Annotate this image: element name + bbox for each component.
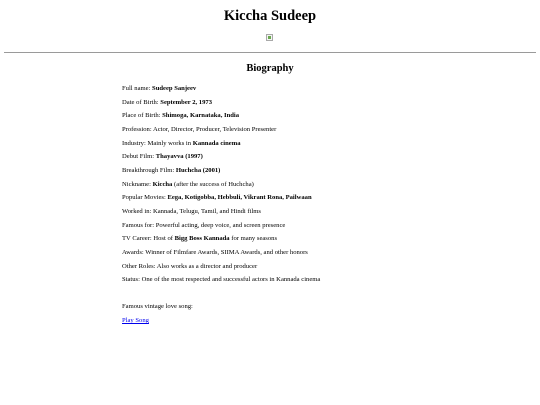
fact-place-of-birth: Place of Birth: Shimoga, Karnataka, India <box>122 112 240 120</box>
fact-full-name: Full name: Sudeep Sanjeev <box>122 85 197 92</box>
fact-debut-film: Debut Film: Thayavva (1997) <box>122 153 203 161</box>
fact-status: Status: One of the most respected and successful actors in Kannada cinema <box>122 276 321 284</box>
fact-industry: Industry: Mainly works in Kannada cinema <box>122 139 241 147</box>
fact-nickname: Nickname: Kiccha (after the success of Huchcha) <box>122 180 254 188</box>
fact-awards: Awards: Winner of Filmfare Awards, SIIMA Awards, and other honors <box>122 248 308 256</box>
fact-breakthrough-film: Breakthrough Film: Huchcha (2001) <box>122 166 221 174</box>
song-label: Famous vintage love song: <box>122 303 193 310</box>
fact-famous-for: Famous for: Powerful acting, deep voice, and screen presence <box>122 221 286 229</box>
fact-worked-in: Worked in: Kannada, Telugu, Tamil, and Hindi films <box>122 207 261 215</box>
page-title: Kiccha Sudeep <box>223 8 317 24</box>
fact-profession: Profession: Actor, Director, Producer, Television Presenter <box>122 125 277 133</box>
fact-tv-career: TV Career: Host of Bigg Boss Kannada for many seasons <box>122 235 278 243</box>
play-song-link[interactable]: Play Song <box>122 317 149 324</box>
fact-popular-movies: Popular Movies: Eega, Kotigobba, Hebbuli, Vikrant Rona, Pailwaan <box>122 194 312 202</box>
fact-date-of-birth: Date of Birth: September 2, 1973 <box>122 98 212 106</box>
biography-list <box>122 82 320 287</box>
broken-image-icon <box>266 34 273 41</box>
divider <box>4 52 536 53</box>
biography-heading: Biography <box>246 63 294 74</box>
fact-other-roles: Other Roles: Also works as a director and producer <box>122 262 258 270</box>
